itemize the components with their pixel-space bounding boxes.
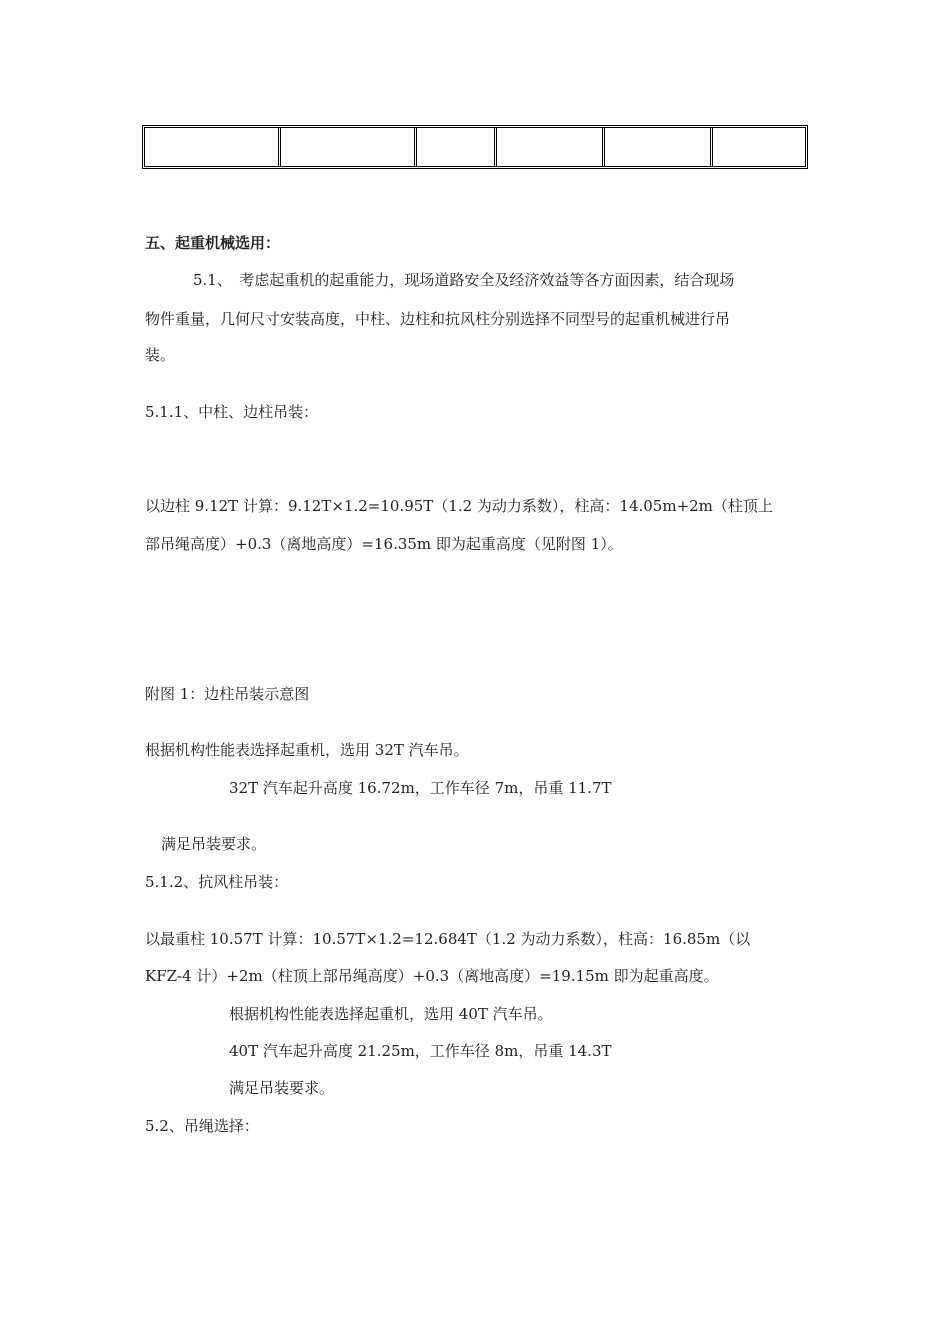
heading-5-2: 5.2、吊绳选择： bbox=[145, 1117, 259, 1135]
table-cell bbox=[145, 128, 281, 166]
table-cell bbox=[713, 128, 805, 166]
table-cell bbox=[605, 128, 713, 166]
table-cell bbox=[417, 128, 497, 166]
paragraph-5-1-line-3: 装。 bbox=[145, 346, 176, 364]
select-crane-1: 根据机构性能表选择起重机，选用 32T 汽车吊。 bbox=[145, 741, 469, 759]
section-title: 五、起重机械选用： bbox=[145, 234, 281, 252]
select-crane-2: 根据机构性能表选择起重机，选用 40T 汽车吊。 bbox=[229, 1005, 553, 1023]
calc-1-line-1: 以边柱 9.12T 计算：9.12T×1.2=10.95T（1.2 为动力系数），柱高：14.05m+2m（柱顶上 bbox=[145, 497, 773, 515]
calc-2-line-2: KFZ-4 计）+2m（柱顶上部吊绳高度）+0.3（离地高度）=19.15m 即为起重高度。 bbox=[145, 967, 719, 985]
meets-requirement-2: 满足吊装要求。 bbox=[229, 1079, 335, 1097]
crane-spec-1: 32T 汽车起升高度 16.72m，工作车径 7m，吊重 11.7T bbox=[229, 779, 612, 797]
paragraph-5-1-line-2: 物件重量，几何尺寸安装高度，中柱、边柱和抗风柱分别选择不同型号的起重机械进行吊 bbox=[145, 310, 731, 328]
calc-2-line-1: 以最重柱 10.57T 计算：10.57T×1.2=12.684T（1.2 为动力系数），柱高：16.85m（以 bbox=[145, 930, 751, 948]
calc-1-line-2: 部吊绳高度）+0.3（离地高度）=16.35m 即为起重高度（见附图 1）。 bbox=[145, 535, 623, 553]
heading-5-1-2: 5.1.2、抗风柱吊装： bbox=[145, 873, 289, 891]
table-cell bbox=[497, 128, 605, 166]
figure-1-caption: 附图 1：边柱吊装示意图 bbox=[145, 685, 310, 703]
crane-spec-2: 40T 汽车起升高度 21.25m，工作车径 8m，吊重 14.3T bbox=[229, 1042, 612, 1060]
heading-5-1-1: 5.1.1、中柱、边柱吊装： bbox=[145, 403, 319, 421]
table-cell bbox=[281, 128, 417, 166]
meets-requirement-1: 满足吊装要求。 bbox=[161, 835, 267, 853]
paragraph-5-1-line-1: 5.1、 考虑起重机的起重能力，现场道路安全及经济效益等各方面因素，结合现场 bbox=[193, 271, 735, 289]
empty-table-row bbox=[142, 125, 808, 169]
